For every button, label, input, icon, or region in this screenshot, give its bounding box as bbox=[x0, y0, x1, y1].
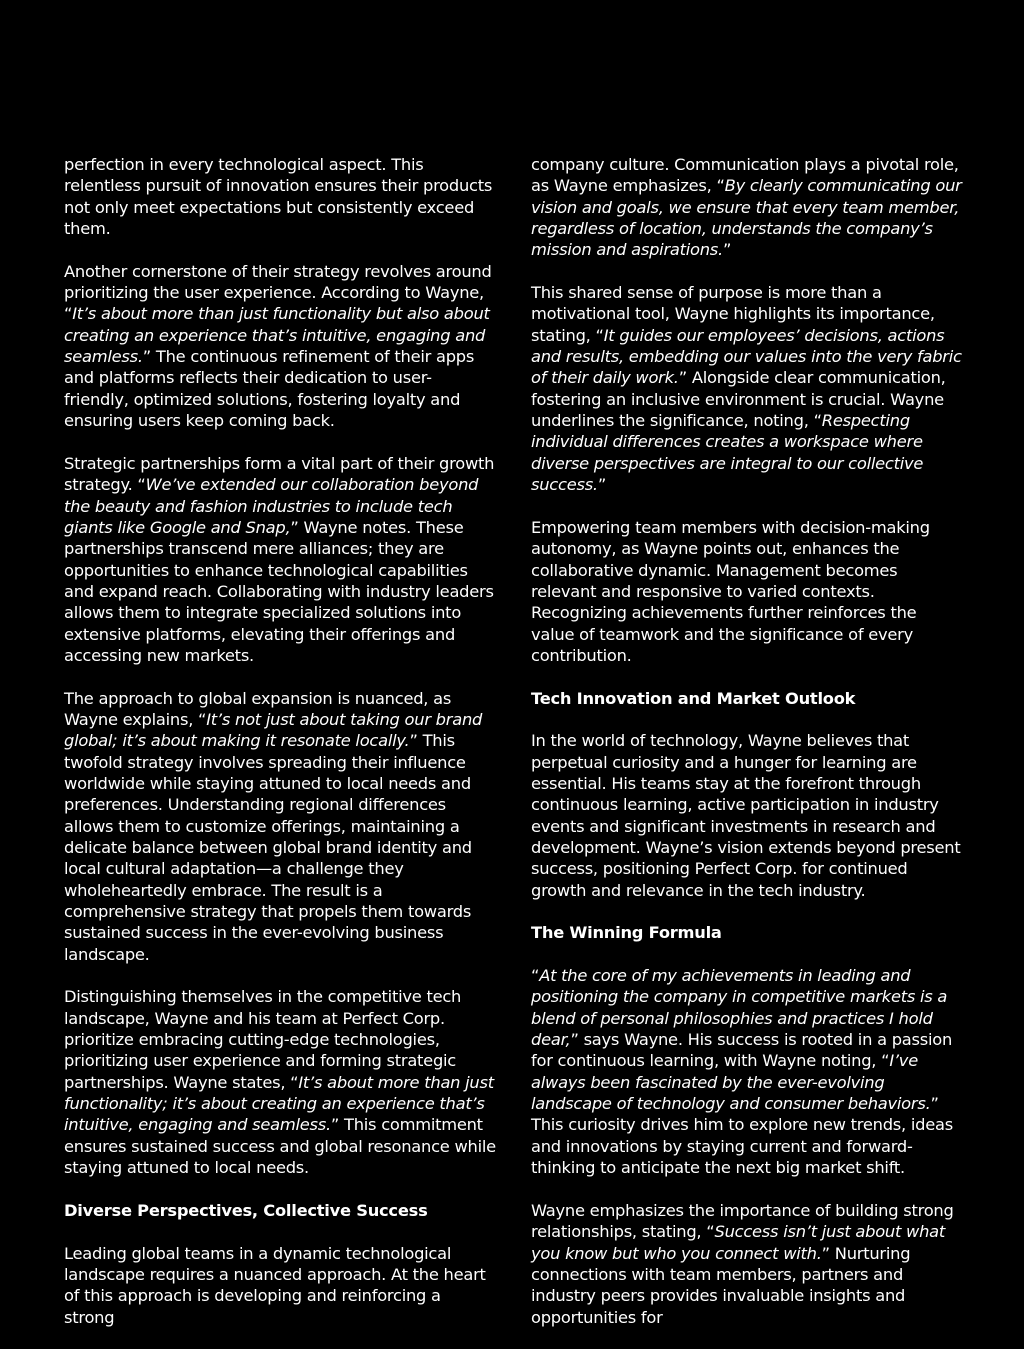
paragraph-user-experience bbox=[64, 261, 496, 432]
paragraph-strategic-partnerships bbox=[64, 453, 496, 666]
paragraph-text: Wayne emphasizes the importance of building strong relationships, stating, “ bbox=[531, 1200, 954, 1242]
paragraph-relationships bbox=[531, 1200, 963, 1328]
paragraph-shared-purpose bbox=[531, 282, 963, 495]
quote-text: It’s not just about taking our brand global; it’s about making it resonate locally. bbox=[64, 709, 483, 751]
paragraph-competitive-landscape bbox=[64, 986, 496, 1178]
paragraph-text: ” Wayne notes. These partnerships transcend mere alliances; they are opportunities to enhance technological capabilities and expand reach. Collaborating with industry leaders allows them to integrate specialized solutions into extensive platforms, elevating their offerings and accessing new markets. bbox=[64, 517, 494, 665]
quote-text: It’s about more than just functionality; it’s about creating an experience that’s intuitive, engaging and seamless. bbox=[64, 1072, 494, 1135]
paragraph-text: “ bbox=[531, 966, 540, 986]
paragraph-text: ” says Wayne. His success is rooted in a passion for continuous learning, with Wayne noting, “ bbox=[531, 1030, 953, 1071]
section-heading-winning-formula: The Winning Formula bbox=[531, 923, 722, 943]
paragraph-text: ” Nurturing connections with team members, partners and industry peers provides invaluable insights and opportunities for bbox=[531, 1243, 911, 1327]
paragraph-text: ” Alongside clear communication, fostering an inclusive environment is crucial. Wayne underlines the significance, noting, “ bbox=[531, 368, 946, 431]
paragraph-text: ” bbox=[722, 240, 732, 260]
quote-text: I’ve always been fascinated by the ever-evolving landscape of technology and consumer behaviors. bbox=[531, 1051, 931, 1114]
paragraph-empowering-team: Empowering team members with decision-making autonomy, as Wayne points out, enhances the collaborative dynamic. Management becomes relevant and responsive to varied contexts. Recognizing achievements further reinforces the value of teamwork and the significance of every contribution. bbox=[531, 517, 930, 665]
paragraph-achievements bbox=[531, 965, 963, 1178]
paragraph-text: The approach to global expansion is nuanced, as Wayne explains, “ bbox=[64, 688, 452, 729]
paragraph-text: ” This commitment ensures sustained success and global resonance while staying attuned to local needs. bbox=[64, 1115, 496, 1178]
paragraph-text: ” This curiosity drives him to explore new trends, ideas and innovations by staying current and forward-thinking to anticipate the next big market shift. bbox=[531, 1094, 953, 1178]
paragraph-technological-perfection: perfection in every technological aspect. This relentless pursuit of innovation ensures their products not only meet expectations but consistently exceed them. bbox=[64, 155, 493, 239]
quote-text: Success isn’t just about what you know but who you connect with. bbox=[531, 1222, 946, 1263]
quote-text: By clearly communicating our vision and goals, we ensure that every team member, regardless of location, understands the company’s mission and aspirations. bbox=[531, 176, 962, 260]
left-column bbox=[64, 154, 496, 1349]
section-heading-diverse-perspectives: Diverse Perspectives, Collective Success bbox=[64, 1200, 428, 1220]
paragraph-text: ” bbox=[597, 475, 607, 495]
paragraph-text: Distinguishing themselves in the competitive tech landscape, Wayne and his team at Perfect Corp. prioritize embracing cutting-edge technologies, prioritizing user experience and forming strategic partnerships. Wayne states, “ bbox=[64, 987, 462, 1092]
paragraph-curiosity-learning: In the world of technology, Wayne believes that perpetual curiosity and a hunger for learning are essential. His teams stay at the forefront through continuous learning, active participation in industry events and significant investments in research and development. Wayne’s vision extends beyond present success, positioning Perfect Corp. for continued growth and relevance in the tech industry. bbox=[531, 731, 961, 900]
paragraph-text: Strategic partnerships form a vital part of their growth strategy. “ bbox=[64, 453, 495, 495]
paragraph-text: This shared sense of purpose is more than a motivational tool, Wayne highlights its importance, stating, “ bbox=[531, 283, 935, 345]
paragraph-text: company culture. Communication plays a pivotal role, as Wayne emphasizes, “ bbox=[531, 155, 959, 196]
paragraph-global-expansion bbox=[64, 688, 496, 965]
paragraph-text: ” This twofold strategy involves spreading their influence worldwide while staying attuned to local needs and preferences. Understanding regional differences allows them to customize offerings, maintaining a delicate balance between global brand identity and local cultural adaptation—a challenge they wholeheartedly embrace. The result is a comprehensive strategy that propels them towards sustained success in the ever-evolving business landscape. bbox=[64, 731, 472, 964]
quote-text: We’ve extended our collaboration beyond the beauty and fashion industries to include tech giants like Google and Snap, bbox=[64, 475, 479, 537]
quote-text: At the core of my achievements in leading and positioning the company in competitive markets is a blend of personal philosophies and practices I hold dear, bbox=[531, 966, 948, 1050]
quote-text: It guides our employees’ decisions, actions and results, embedding our values into the very fabric of their daily work. bbox=[531, 325, 962, 388]
paragraph-text: ” The continuous refinement of their apps and platforms reflects their dedication to user-friendly, optimized solutions, fostering loyalty and ensuring users keep coming back. bbox=[64, 347, 475, 431]
quote-text: It’s about more than just functionality but also about creating an experience that’s intuitive, engaging and seamless. bbox=[64, 304, 490, 367]
paragraph-text: Another cornerstone of their strategy revolves around prioritizing the user experience. According to Wayne, “ bbox=[64, 261, 492, 324]
paragraph-company-culture bbox=[531, 154, 963, 261]
quote-text: Respecting individual differences creates a workspace where diverse perspectives are integral to our collective success. bbox=[531, 411, 924, 495]
right-column bbox=[531, 154, 963, 1349]
paragraph-global-teams: Leading global teams in a dynamic technological landscape requires a nuanced approach. At the heart of this approach is developing and reinforcing a strong bbox=[64, 1243, 486, 1327]
section-heading-tech-innovation: Tech Innovation and Market Outlook bbox=[531, 688, 856, 708]
